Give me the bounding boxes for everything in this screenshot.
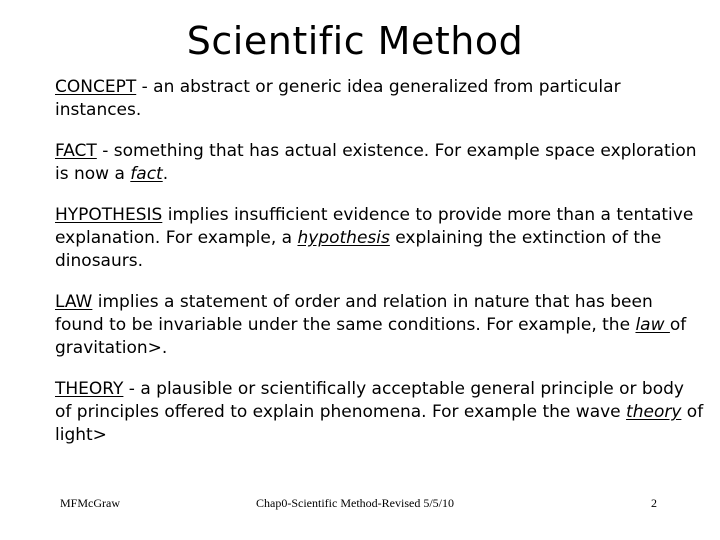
theory-text-after: of light> [55, 402, 704, 445]
hypothesis-text-after: explaining the extinction of the dinosaurs. [55, 228, 662, 271]
definition-hypothesis [55, 204, 705, 273]
footer-author: MFMcGraw [60, 496, 120, 510]
definition-theory [55, 378, 705, 447]
concept-text: - an abstract or generic idea generalized from particular instances. [55, 77, 621, 120]
fact-text-before: - something that has actual existence. For example space exploration is now a [55, 141, 697, 184]
theory-text-before: - a plausible or scientifically acceptable general principle or body of principles offered to explain phenomena. For example the wave [55, 379, 684, 422]
definition-concept [55, 76, 705, 122]
definitions-list [55, 76, 705, 465]
hypothesis-example: hypothesis [297, 228, 390, 248]
fact-example: fact [130, 164, 163, 184]
hypothesis-text-before: implies insufficient evidence to provide more than a tentative explanation. For example, a [55, 205, 694, 248]
definition-fact [55, 140, 705, 186]
law-text-after: of gravitation>. [55, 315, 687, 358]
law-example: law [635, 315, 670, 335]
term-law: LAW [55, 292, 93, 312]
definition-law [55, 291, 705, 360]
footer-chapter: Chap0-Scientific Method-Revised 5/5/10 [256, 496, 454, 510]
term-theory: THEORY [55, 379, 124, 399]
law-text-before: implies a statement of order and relation in nature that has been found to be invariable under the same conditions. For example, the [55, 292, 653, 335]
theory-example: theory [626, 402, 682, 422]
slide-title: Scientific Method [186, 19, 524, 63]
term-hypothesis: HYPOTHESIS [55, 205, 163, 225]
term-fact: FACT [55, 141, 97, 161]
footer-page-number: 2 [651, 496, 657, 510]
fact-text-after: . [162, 164, 169, 184]
term-concept: CONCEPT [55, 77, 137, 97]
